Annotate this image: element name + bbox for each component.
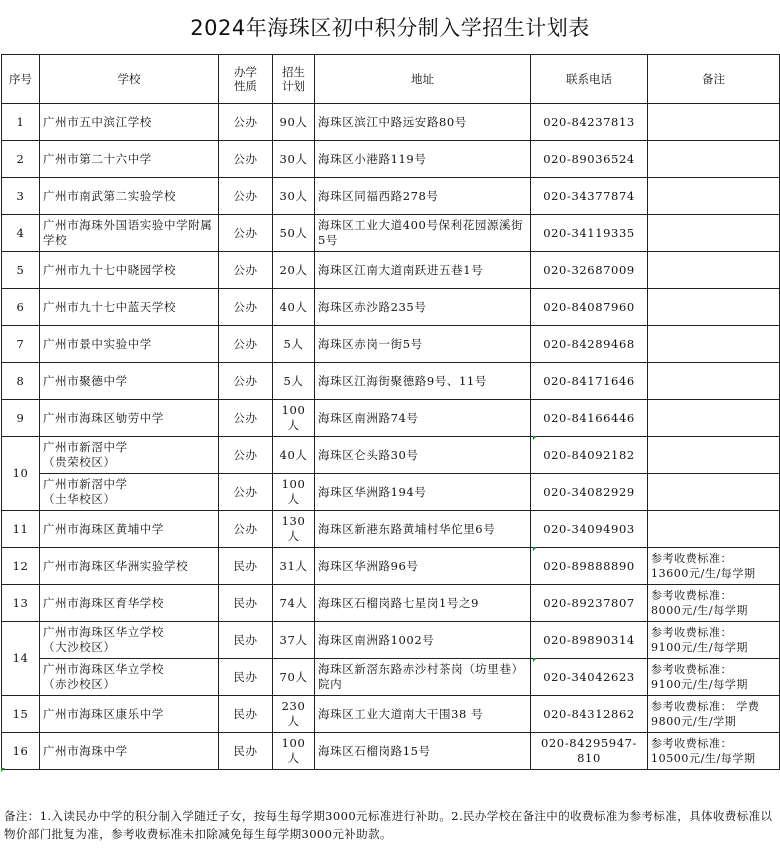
cell-quota: 20人 bbox=[273, 252, 315, 289]
header-school: 学校 bbox=[40, 55, 219, 104]
cell-address: 海珠区华洲路194号 bbox=[315, 474, 531, 511]
cell-no: 4 bbox=[2, 215, 40, 252]
cell-note: 参考收费标准： 学费9800元/生/学期 bbox=[648, 696, 780, 733]
table-row bbox=[2, 548, 780, 585]
cell-address: 海珠区仑头路30号 bbox=[315, 437, 531, 474]
cell-marker bbox=[1, 768, 5, 772]
cell-address: 海珠区新滘东路赤沙村茶岗（坊里巷）院内 bbox=[315, 659, 531, 696]
cell-phone: 020-89237807 bbox=[531, 585, 648, 622]
cell-note bbox=[648, 474, 780, 511]
table-row bbox=[2, 437, 780, 474]
cell-note bbox=[648, 215, 780, 252]
cell-school: 广州市海珠区华洲实验学校 bbox=[40, 548, 219, 585]
cell-school: 广州市海珠区华立学校 （赤沙校区） bbox=[40, 659, 219, 696]
cell-type: 公办 bbox=[219, 215, 273, 252]
header-note: 备注 bbox=[648, 55, 780, 104]
header-phone: 联系电话 bbox=[531, 55, 648, 104]
cell-type: 公办 bbox=[219, 141, 273, 178]
header-quota: 招生 计划 bbox=[273, 55, 315, 104]
cell-school: 广州市海珠区育华学校 bbox=[40, 585, 219, 622]
table-row bbox=[2, 622, 780, 659]
cell-school: 广州市海珠区康乐中学 bbox=[40, 696, 219, 733]
cell-phone: 020-84092182 bbox=[531, 437, 648, 474]
cell-phone: 020-34042623 bbox=[531, 659, 648, 696]
table-row bbox=[2, 215, 780, 252]
table-row bbox=[2, 474, 780, 511]
cell-address: 海珠区赤岗一街5号 bbox=[315, 326, 531, 363]
cell-school: 广州市九十七中蓝天学校 bbox=[40, 289, 219, 326]
cell-type: 公办 bbox=[219, 289, 273, 326]
table-row bbox=[2, 326, 780, 363]
table-row bbox=[2, 585, 780, 622]
cell-school: 广州市聚德中学 bbox=[40, 363, 219, 400]
cell-no: 13 bbox=[2, 585, 40, 622]
cell-note bbox=[648, 326, 780, 363]
table-row bbox=[2, 400, 780, 437]
cell-quota: 31人 bbox=[273, 548, 315, 585]
cell-type: 公办 bbox=[219, 326, 273, 363]
cell-type: 民办 bbox=[219, 696, 273, 733]
cell-phone: 020-34082929 bbox=[531, 474, 648, 511]
cell-phone: 020-34377874 bbox=[531, 178, 648, 215]
cell-quota: 100人 bbox=[273, 400, 315, 437]
cell-address: 海珠区滨江中路远安路80号 bbox=[315, 104, 531, 141]
cell-phone: 020-84312862 bbox=[531, 696, 648, 733]
cell-quota: 100人 bbox=[273, 733, 315, 770]
cell-note bbox=[648, 289, 780, 326]
header-type: 办学 性质 bbox=[219, 55, 273, 104]
cell-type: 民办 bbox=[219, 548, 273, 585]
cell-type: 民办 bbox=[219, 585, 273, 622]
table-row bbox=[2, 659, 780, 696]
cell-phone: 020-34119335 bbox=[531, 215, 648, 252]
cell-type: 公办 bbox=[219, 437, 273, 474]
cell-school: 广州市第二十六中学 bbox=[40, 141, 219, 178]
cell-quota: 30人 bbox=[273, 141, 315, 178]
cell-school: 广州市新滘中学 （土华校区） bbox=[40, 474, 219, 511]
page-title: 2024年海珠区初中积分制入学招生计划表 bbox=[190, 16, 590, 40]
cell-note: 参考收费标准： 13600元/生/每学期 bbox=[648, 548, 780, 585]
cell-no: 3 bbox=[2, 178, 40, 215]
cell-school: 广州市海珠外国语实验中学附属学校 bbox=[40, 215, 219, 252]
cell-school: 广州市九十七中晓园学校 bbox=[40, 252, 219, 289]
cell-phone: 020-89890314 bbox=[531, 622, 648, 659]
cell-address: 海珠区小港路119号 bbox=[315, 141, 531, 178]
cell-type: 公办 bbox=[219, 104, 273, 141]
cell-quota: 230人 bbox=[273, 696, 315, 733]
cell-phone: 020-84171646 bbox=[531, 363, 648, 400]
cell-note bbox=[648, 400, 780, 437]
cell-no: 9 bbox=[2, 400, 40, 437]
cell-quota: 70人 bbox=[273, 659, 315, 696]
cell-note: 参考收费标准： 9100元/生/每学期 bbox=[648, 659, 780, 696]
cell-note bbox=[648, 252, 780, 289]
header-address: 地址 bbox=[315, 55, 531, 104]
cell-no: 16 bbox=[2, 733, 40, 770]
cell-quota: 100人 bbox=[273, 474, 315, 511]
table-header-row bbox=[2, 55, 780, 104]
cell-note bbox=[648, 437, 780, 474]
table-row bbox=[2, 178, 780, 215]
cell-address: 海珠区新港东路黄埔村华佗里6号 bbox=[315, 511, 531, 548]
cell-no: 15 bbox=[2, 696, 40, 733]
cell-note: 参考收费标准： 8000元/生/每学期 bbox=[648, 585, 780, 622]
cell-note bbox=[648, 141, 780, 178]
cell-marker bbox=[533, 547, 537, 551]
cell-quota: 30人 bbox=[273, 178, 315, 215]
cell-phone: 020-84289468 bbox=[531, 326, 648, 363]
cell-address: 海珠区华洲路96号 bbox=[315, 548, 531, 585]
cell-school: 广州市景中实验中学 bbox=[40, 326, 219, 363]
cell-type: 民办 bbox=[219, 622, 273, 659]
cell-school: 广州市南武第二实验学校 bbox=[40, 178, 219, 215]
cell-phone: 020-89888890 bbox=[531, 548, 648, 585]
cell-note bbox=[648, 511, 780, 548]
cell-no: 7 bbox=[2, 326, 40, 363]
cell-address: 海珠区江海街聚德路9号、11号 bbox=[315, 363, 531, 400]
cell-quota: 5人 bbox=[273, 363, 315, 400]
footnote: 备注：1.入读民办中学的积分制入学随迁子女，按每生每学期3000元标准进行补助。2.民办学校在备注中的收费标准为参考标准，具体收费标准以物价部门批复为准，参考收费标准未扣除减免每生每学期3000元补助款。 bbox=[4, 809, 773, 841]
header-no: 序号 bbox=[2, 55, 40, 104]
cell-type: 公办 bbox=[219, 474, 273, 511]
cell-address: 海珠区江南大道南跃进五巷1号 bbox=[315, 252, 531, 289]
cell-quota: 74人 bbox=[273, 585, 315, 622]
table-row bbox=[2, 511, 780, 548]
cell-no: 12 bbox=[2, 548, 40, 585]
cell-phone: 020-84166446 bbox=[531, 400, 648, 437]
cell-phone: 020-34094903 bbox=[531, 511, 648, 548]
cell-no: 10 bbox=[2, 437, 40, 511]
cell-phone: 020-32687009 bbox=[531, 252, 648, 289]
cell-note bbox=[648, 104, 780, 141]
cell-address: 海珠区南洲路74号 bbox=[315, 400, 531, 437]
cell-no: 1 bbox=[2, 104, 40, 141]
table-row bbox=[2, 104, 780, 141]
cell-address: 海珠区石榴岗路七星岗1号之9 bbox=[315, 585, 531, 622]
cell-quota: 5人 bbox=[273, 326, 315, 363]
cell-no: 2 bbox=[2, 141, 40, 178]
cell-address: 海珠区工业大道南大干围38 号 bbox=[315, 696, 531, 733]
cell-school: 广州市海珠区黄埔中学 bbox=[40, 511, 219, 548]
cell-phone: 020-84237813 bbox=[531, 104, 648, 141]
cell-no: 8 bbox=[2, 363, 40, 400]
cell-school: 广州市海珠中学 bbox=[40, 733, 219, 770]
cell-school: 广州市海珠区劬劳中学 bbox=[40, 400, 219, 437]
cell-school: 广州市五中滨江学校 bbox=[40, 104, 219, 141]
table-row bbox=[2, 289, 780, 326]
cell-quota: 37人 bbox=[273, 622, 315, 659]
cell-quota: 40人 bbox=[273, 289, 315, 326]
cell-address: 海珠区同福西路278号 bbox=[315, 178, 531, 215]
table-row bbox=[2, 141, 780, 178]
cell-note: 参考收费标准： 10500元/生/每学期 bbox=[648, 733, 780, 770]
cell-type: 公办 bbox=[219, 252, 273, 289]
cell-type: 民办 bbox=[219, 659, 273, 696]
cell-no: 5 bbox=[2, 252, 40, 289]
cell-marker bbox=[533, 436, 537, 440]
cell-quota: 130人 bbox=[273, 511, 315, 548]
cell-phone: 020-84087960 bbox=[531, 289, 648, 326]
cell-phone: 020-84295947-810 bbox=[531, 733, 648, 770]
cell-note bbox=[648, 363, 780, 400]
cell-quota: 90人 bbox=[273, 104, 315, 141]
cell-school: 广州市海珠区华立学校 （大沙校区） bbox=[40, 622, 219, 659]
cell-address: 海珠区石榴岗路15号 bbox=[315, 733, 531, 770]
cell-type: 公办 bbox=[219, 363, 273, 400]
cell-no: 6 bbox=[2, 289, 40, 326]
cell-type: 公办 bbox=[219, 400, 273, 437]
cell-no: 14 bbox=[2, 622, 40, 696]
cell-address: 海珠区赤沙路235号 bbox=[315, 289, 531, 326]
cell-address: 海珠区南洲路1002号 bbox=[315, 622, 531, 659]
cell-type: 公办 bbox=[219, 178, 273, 215]
cell-type: 民办 bbox=[219, 733, 273, 770]
cell-type: 公办 bbox=[219, 511, 273, 548]
cell-no: 11 bbox=[2, 511, 40, 548]
cell-address: 海珠区工业大道400号保利花园源溪街5号 bbox=[315, 215, 531, 252]
table-row bbox=[2, 733, 780, 770]
table-row bbox=[2, 363, 780, 400]
cell-note bbox=[648, 178, 780, 215]
table-row bbox=[2, 696, 780, 733]
enrollment-table bbox=[1, 54, 780, 770]
cell-note: 参考收费标准： 9100元/生/每学期 bbox=[648, 622, 780, 659]
cell-quota: 40人 bbox=[273, 437, 315, 474]
cell-quota: 50人 bbox=[273, 215, 315, 252]
table-row bbox=[2, 252, 780, 289]
cell-school: 广州市新滘中学 （贵荣校区） bbox=[40, 437, 219, 474]
cell-phone: 020-89036524 bbox=[531, 141, 648, 178]
cell-marker bbox=[533, 658, 537, 662]
